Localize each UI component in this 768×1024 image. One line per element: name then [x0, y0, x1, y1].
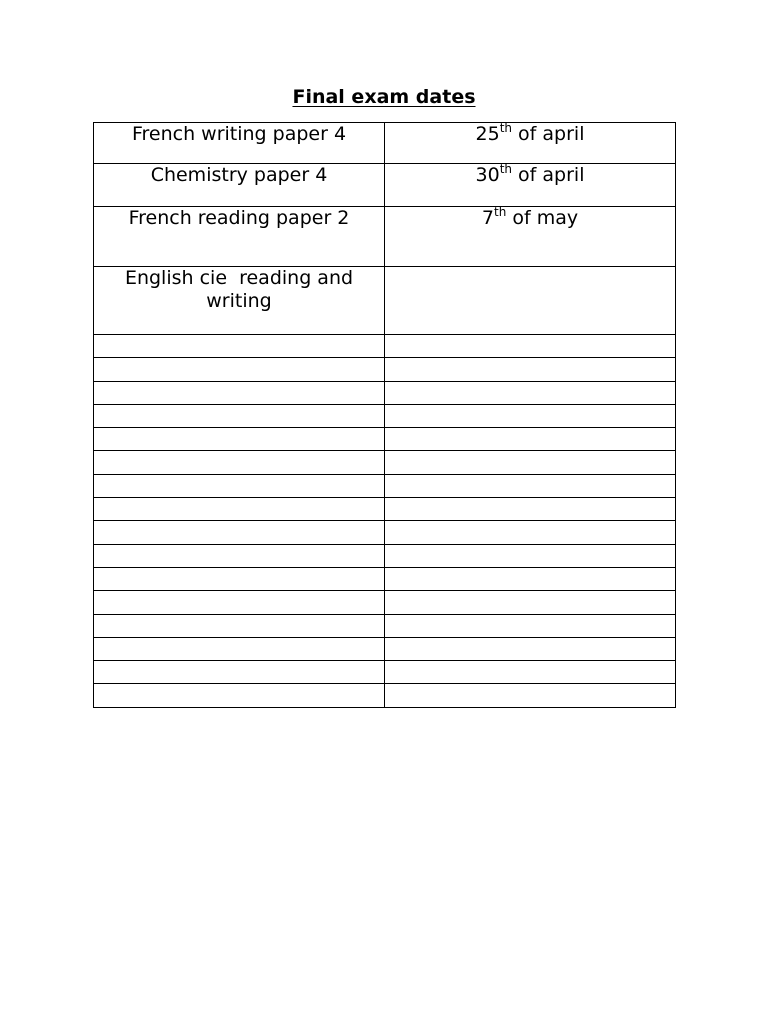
exam-date-cell-empty	[385, 614, 676, 637]
exam-date-day: 30	[475, 164, 500, 186]
exam-name-cell-empty	[94, 381, 385, 404]
exam-date-cell	[385, 123, 676, 164]
table-row	[94, 123, 676, 164]
exam-date-day: 7	[481, 207, 494, 229]
exam-dates-table	[93, 122, 676, 708]
exam-name-cell-empty	[94, 544, 385, 567]
table-row-empty	[94, 451, 676, 474]
exam-date-day: 25	[475, 123, 500, 145]
exam-name-cell	[94, 123, 385, 164]
exam-date-month: of may	[506, 207, 579, 229]
exam-name: English cie reading and writing	[124, 267, 360, 312]
exam-date	[389, 207, 671, 230]
exam-date	[389, 123, 671, 146]
exam-name-cell-empty	[94, 591, 385, 614]
table-row-empty	[94, 498, 676, 521]
exam-date-cell	[385, 207, 676, 267]
exam-date-cell-empty	[385, 544, 676, 567]
exam-date-cell	[385, 267, 676, 335]
exam-name-cell-empty	[94, 637, 385, 660]
table-row-empty	[94, 335, 676, 358]
exam-name: Chemistry paper 4	[150, 164, 328, 186]
table-row-empty	[94, 358, 676, 381]
exam-name-cell-empty	[94, 404, 385, 427]
exam-name: French writing paper 4	[131, 123, 347, 145]
exam-name-cell	[94, 207, 385, 267]
exam-date-cell-empty	[385, 498, 676, 521]
exam-name-cell-empty	[94, 335, 385, 358]
exam-date-cell-empty	[385, 428, 676, 451]
exam-date-cell	[385, 164, 676, 207]
exam-date-ordinal: th	[499, 121, 513, 135]
table-row-empty	[94, 381, 676, 404]
exam-date	[389, 164, 671, 187]
exam-date-ordinal: th	[493, 205, 507, 219]
page-title: Final exam dates	[292, 86, 476, 108]
exam-date-month: of april	[512, 164, 585, 186]
exam-name-cell-empty	[94, 521, 385, 544]
exam-name-cell-empty	[94, 498, 385, 521]
table-row-empty	[94, 591, 676, 614]
table-row-empty	[94, 567, 676, 590]
exam-date-cell-empty	[385, 474, 676, 497]
exam-name-cell-empty	[94, 661, 385, 684]
exam-name-cell-empty	[94, 451, 385, 474]
exam-name-cell-empty	[94, 567, 385, 590]
exam-date-cell-empty	[385, 637, 676, 660]
table-row-empty	[94, 544, 676, 567]
exam-date-cell-empty	[385, 684, 676, 707]
table-row-empty	[94, 684, 676, 707]
table-row-empty	[94, 428, 676, 451]
exam-name-cell	[94, 267, 385, 335]
table-row-empty	[94, 637, 676, 660]
exam-name-cell-empty	[94, 428, 385, 451]
exam-date-cell-empty	[385, 661, 676, 684]
exam-date-cell-empty	[385, 381, 676, 404]
table-row-empty	[94, 474, 676, 497]
table-row-empty	[94, 614, 676, 637]
exam-name-cell	[94, 164, 385, 207]
exam-date-cell-empty	[385, 451, 676, 474]
exam-name-cell-empty	[94, 614, 385, 637]
exam-date-cell-empty	[385, 404, 676, 427]
exam-name-cell-empty	[94, 684, 385, 707]
exam-date-cell-empty	[385, 358, 676, 381]
table-row-empty	[94, 521, 676, 544]
exam-date-cell-empty	[385, 521, 676, 544]
exam-name-cell-empty	[94, 358, 385, 381]
table-row	[94, 267, 676, 335]
exam-date-cell-empty	[385, 567, 676, 590]
exam-date-month: of april	[512, 123, 585, 145]
exam-dates-table-body	[94, 123, 676, 708]
table-row	[94, 207, 676, 267]
exam-name: French reading paper 2	[128, 207, 350, 229]
table-row	[94, 164, 676, 207]
table-row-empty	[94, 404, 676, 427]
exam-date-cell-empty	[385, 335, 676, 358]
table-row-empty	[94, 661, 676, 684]
exam-date-cell-empty	[385, 591, 676, 614]
exam-date-ordinal: th	[499, 162, 513, 176]
exam-name-cell-empty	[94, 474, 385, 497]
